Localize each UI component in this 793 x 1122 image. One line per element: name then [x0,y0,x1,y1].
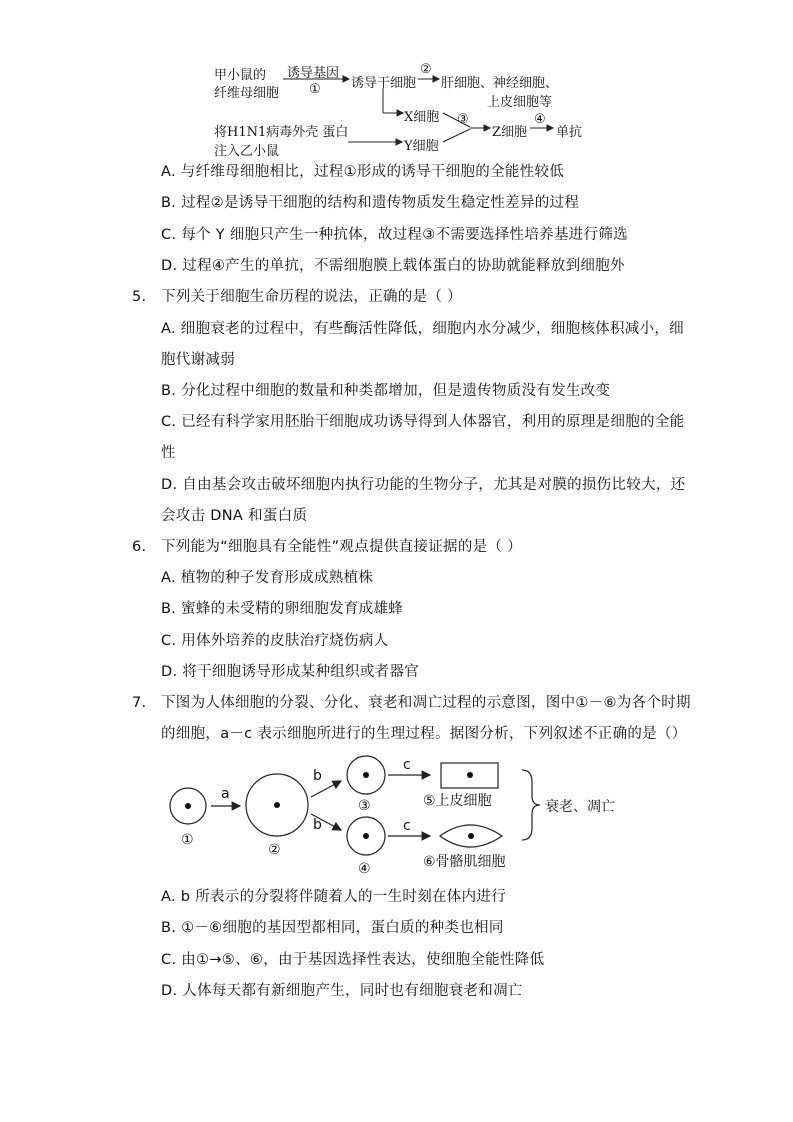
process-c-top-label: c [403,757,411,773]
products-line2: 上皮细胞等 [487,95,553,110]
aging-apoptosis-label: 衰老、凋亡 [545,799,615,815]
arrow4-number: ④ [534,112,546,127]
q5-option-a-line1: A. 细胞衰老的过程中，有些酶活性降低，细胞内水分减少，细胞核体积减小，细 [161,321,684,337]
q7-stem-line2: 的细胞，a－c 表示细胞所进行的生理过程。据图分析，下列叙述不正确的是（） [161,726,687,742]
q5-option-d-line1: D. 自由基会攻击破坏细胞内执行功能的生物分子，尤其是对膜的损伤比较大，还 [161,477,686,493]
monoclonal-antibody-label: 单抗 [556,125,583,140]
q5-option-d-line2: 会攻击 DNA 和蛋白质 [161,508,308,524]
arrow2-number: ② [420,62,432,77]
cell-5-label: ⑤上皮细胞 [423,793,492,809]
brace-shape [522,770,540,840]
q6-option-c: C. 用体外培养的皮肤治疗烧伤病人 [161,633,389,649]
cell-4-number: ④ [358,861,371,877]
q6-number: 6. [132,539,147,555]
q6-option-d: D. 将干细胞诱导形成某种组织或者器官 [161,664,420,680]
y-cell-label: Y细胞 [404,139,439,154]
inject-line1: 将H1N1病毒外壳 蛋白 [214,125,349,140]
q5-option-b: B. 分化过程中细胞的数量和种类都增加，但是遗传物质没有发生改变 [161,383,611,399]
q7-number: 7. [132,695,147,711]
z-cell-label: Z细胞 [492,125,528,140]
q4-option-b: B. 过程②是诱导干细胞的结构和遗传物质发生稳定性差异的过程 [161,195,580,211]
process-b-bottom-label: b [313,817,322,833]
arrow3-number: ③ [457,112,469,127]
q5-option-c-line2: 性 [161,445,176,461]
q7-option-c: C. 由①→⑤、⑥，由于基因选择性表达，使细胞全能性降低 [161,952,545,968]
cell-3-number: ③ [358,798,371,814]
q7-stem-line1: 下图为人体细胞的分裂、分化、衰老和凋亡过程的示意图，图中①－⑥为各个时期 [161,695,691,711]
q5-stem: 下列关于细胞生命历程的说法，正确的是（ ） [161,289,462,305]
process-c-bottom-label: c [403,818,411,834]
process-b-top-label: b [313,768,322,784]
cell-2-number: ② [268,842,281,858]
x-cell-label: X细胞 [404,110,440,125]
cell-1-number: ① [181,832,194,848]
inject-line2: 注入乙小鼠 [214,144,280,159]
q7-option-a: A. b 所表示的分裂将伴随着人的一生时刻在体内进行 [161,889,506,905]
source-cell-line2: 纤维母细胞 [214,86,280,101]
products-line1: 肝细胞、神经细胞、 [441,76,559,91]
q4-option-d: D. 过程④产生的单抗，不需细胞膜上载体蛋白的协助就能释放到细胞外 [161,258,625,274]
q7-option-d: D. 人体每天都有新细胞产生，同时也有细胞衰老和凋亡 [161,983,523,999]
q4-option-a: A. 与纤维母细胞相比，过程①形成的诱导干细胞的全能性较低 [161,164,565,180]
process-a-label: a [221,786,230,802]
q6-option-b: B. 蜜蜂的未受精的卵细胞发育成雄蜂 [161,601,404,617]
q6-stem: 下列能为“细胞具有全能性”观点提供直接证据的是（ ） [161,539,522,555]
q5-option-a-line2: 胞代谢减弱 [161,352,235,368]
q5-number: 5. [132,289,147,305]
induced-stem-cell-label: 诱导干细胞 [351,76,417,91]
q5-option-c-line1: C. 已经有科学家用胚胎干细胞成功诱导得到人体器官，利用的原理是细胞的全能 [161,414,685,430]
cell-6-label: ⑥骨骼肌细胞 [423,854,506,870]
q6-option-a: A. 植物的种子发育形成成熟植株 [161,570,374,586]
source-cell-line1: 甲小鼠的 [214,68,267,83]
arrow1-label: 诱导基因 [287,66,340,81]
q4-option-c: C. 每个 Y 细胞只产生一种抗体，故过程③不需要选择性培养基进行筛选 [161,227,628,243]
q7-option-b: B. ①－⑥细胞的基因型都相同，蛋白质的种类也相同 [161,920,504,936]
arrow1-number: ① [309,82,321,97]
